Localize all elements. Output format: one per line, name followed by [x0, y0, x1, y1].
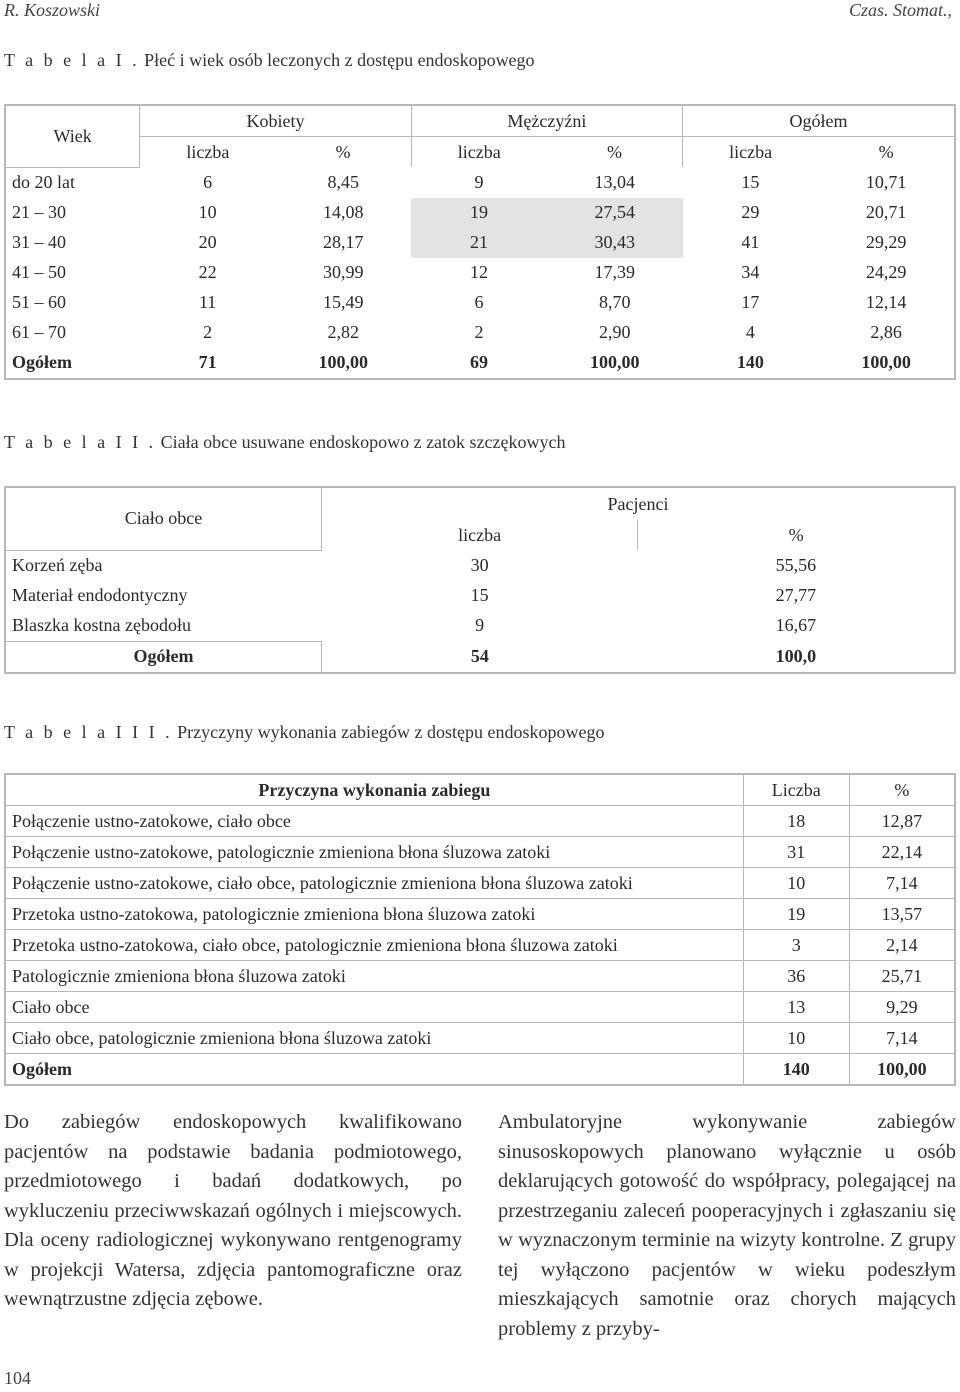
table-total-row — [5, 641, 955, 673]
table3-cell: 25,71 — [849, 961, 955, 992]
table3-reason-cell: Połączenie ustno-zatokowe, patologicznie zmieniona błona śluzowa zatoki — [5, 837, 743, 868]
table-total-row — [5, 348, 955, 379]
table1-subheader: % — [878, 141, 894, 162]
table-row — [5, 899, 955, 930]
table1-subheader: liczba — [411, 137, 547, 168]
table3-caption-text: Przyczyny wykonania zabiegów z dostępu endoskopowego — [177, 722, 605, 742]
body-text-right-column: Ambulatoryjne wykonywanie zabiegów sinusoskopowych planowano wyłącznie u osób deklarujących gotowość do współpracy, polegającej na przestrzeganiu zaleceń pooperacyjnych i zgłaszaniu się w wyznaczonym terminie na wizyty kontrolne. Z grupy tej wyłączono pacjentów w wieku podeszłym mieszkających samotnie oraz chorych mających problemy z przyby- — [498, 1111, 956, 1340]
table1-total-cell: 140 — [736, 352, 764, 372]
table1-subheader: % — [547, 137, 683, 168]
table2-cell: 55,56 — [775, 554, 817, 575]
table3-cell: 10 — [743, 868, 849, 899]
table1-header-women: Kobiety — [140, 105, 411, 137]
table2-cell: 27,77 — [775, 585, 817, 605]
table3-total-cell: 100,00 — [849, 1054, 955, 1086]
table-row — [5, 611, 955, 642]
table1-age-cell: 21 – 30 — [12, 202, 66, 222]
table1-cell: 22 — [198, 262, 217, 282]
table1-age-cell: 31 – 40 — [12, 232, 66, 252]
table-row — [5, 288, 955, 318]
table1-cell: 29,29 — [865, 232, 907, 252]
table1-cell: 2,86 — [870, 322, 902, 342]
table3-cell: 7,14 — [849, 868, 955, 899]
table2-name-cell: Blaszka kostna zębodołu — [12, 615, 191, 635]
table2-cell: 16,67 — [775, 615, 817, 636]
table2-name-cell: Materiał endodontyczny — [12, 585, 188, 605]
table3-cell: 13,57 — [849, 899, 955, 930]
table1-cell: 30,99 — [323, 262, 364, 282]
table1-caption-label: T a b e l a I . — [4, 50, 140, 70]
table1-caption — [4, 50, 535, 71]
table1-cell: 9 — [474, 171, 484, 192]
table1-cell: 28,17 — [323, 232, 364, 252]
table2-header-name: Ciało obce — [5, 487, 321, 550]
table1-cell: 6 — [474, 292, 484, 312]
table1-age-cell: 51 – 60 — [12, 292, 66, 312]
table3-cell: 3 — [743, 930, 849, 961]
table1-cell: 12 — [470, 262, 488, 282]
table1-cell: 20,71 — [865, 202, 907, 222]
table1-cell: 8,45 — [327, 171, 360, 192]
table1-header-total: Ogółem — [683, 105, 955, 137]
table3-reason-cell: Ciało obce — [5, 992, 743, 1023]
table1-cell: 34 — [741, 262, 760, 282]
table2-subheader: % — [788, 524, 804, 545]
table1-total-cell: 100,00 — [589, 352, 640, 372]
table3-total-cell: 140 — [743, 1054, 849, 1086]
table2-total-cell: 100,0 — [775, 645, 817, 666]
table-row — [5, 167, 955, 198]
table3-reason-cell: Połączenie ustno-zatokowe, ciało obce, patologicznie zmieniona błona śluzowa zatoki — [5, 868, 743, 899]
table1-caption-text: Płeć i wiek osób leczonych z dostępu endoskopowego — [144, 50, 535, 70]
running-header-journal: Czas. Stomat., — [848, 0, 952, 20]
table3-cell: 10 — [743, 1023, 849, 1054]
table-row — [5, 868, 955, 899]
table3-cell: 22,14 — [849, 837, 955, 868]
table2-name-cell: Korzeń zęba — [12, 555, 103, 575]
table1-cell: 13,04 — [594, 171, 635, 192]
table-row — [5, 1023, 955, 1054]
table-age-sex — [4, 104, 956, 380]
table1-total-cell: 100,00 — [861, 352, 911, 372]
table1-subheader: liczba — [186, 141, 230, 162]
table1-cell: 17 — [741, 292, 760, 312]
table2-header-patients: Pacjenci — [607, 493, 669, 514]
table3-cell: 2,14 — [849, 930, 955, 961]
table3-header-count: Liczba — [743, 774, 849, 806]
table3-cell: 13 — [743, 992, 849, 1023]
table-row — [5, 198, 955, 228]
table1-age-cell: do 20 lat — [12, 172, 75, 192]
table1-header-age: Wiek — [5, 105, 140, 167]
table2-cell: 30 — [470, 554, 489, 575]
table3-cell: 12,87 — [849, 806, 955, 837]
table-reasons — [4, 773, 956, 1086]
table1-cell: 14,08 — [323, 202, 364, 222]
table1-cell: 15,49 — [323, 292, 364, 312]
table1-cell: 12,14 — [865, 292, 907, 312]
table1-cell: 10,71 — [865, 171, 907, 192]
table1-cell: 24,29 — [865, 262, 907, 282]
table3-cell: 36 — [743, 961, 849, 992]
running-header-author: R. Koszowski — [4, 0, 101, 20]
table2-subheader: liczba — [321, 520, 637, 550]
table1-cell: 17,39 — [594, 262, 635, 282]
table3-cell: 7,14 — [849, 1023, 955, 1054]
table3-cell: 19 — [743, 899, 849, 930]
table1-cell: 4 — [745, 322, 755, 342]
body-text-left-column: Do zabiegów endoskopowych kwalifikowano pacjentów na podstawie badania podmiotowego, przedmiotowego i badań dodatkowych, po wykluczeniu przeciwwskazań ogólnych i miejscowych. Dla oceny radiologicznej wykonywano rentgenogramy w projekcji Watersa, zdjęcia pantomograficzne oraz wewnątrzustne zdjęcia zębowe. — [4, 1111, 462, 1310]
table1-cell-highlighted: 30,43 — [547, 228, 683, 258]
table1-cell: 41 — [741, 232, 760, 252]
table3-reason-cell: Ciało obce, patologicznie zmieniona błona śluzowa zatoki — [5, 1023, 743, 1054]
table-row — [5, 930, 955, 961]
table1-header-men: Mężczyźni — [411, 105, 682, 137]
page-number: 104 — [4, 1368, 31, 1388]
table-row — [5, 581, 955, 611]
table1-cell: 2 — [474, 322, 484, 342]
table2-caption-label: T a b e l a I I . — [4, 432, 157, 452]
table1-total-cell: 69 — [470, 352, 488, 372]
table-row — [5, 992, 955, 1023]
table1-cell-highlighted: 27,54 — [547, 198, 683, 228]
table1-cell: 2 — [203, 322, 213, 342]
table-row — [5, 318, 955, 348]
table2-caption — [4, 432, 566, 453]
table3-reason-cell: Przetoka ustno-zatokowa, patologicznie zmieniona błona śluzowa zatoki — [5, 899, 743, 930]
table1-cell: 8,70 — [598, 292, 631, 312]
table1-cell: 2,82 — [327, 322, 360, 342]
table2-cell: 15 — [470, 585, 489, 605]
table-row — [5, 550, 955, 581]
table2-total-label: Ogółem — [5, 641, 321, 673]
table3-caption — [4, 722, 605, 743]
table3-caption-label: T a b e l a I I I . — [4, 722, 173, 742]
table1-subheader: liczba — [729, 141, 773, 162]
table-row — [5, 258, 955, 288]
table1-cell: 2,90 — [598, 322, 631, 342]
table1-cell: 10 — [198, 202, 217, 222]
table1-total-cell: 71 — [198, 352, 217, 372]
table-row — [5, 228, 955, 258]
table1-cell: 15 — [741, 171, 760, 192]
table2-total-cell: 54 — [470, 645, 489, 666]
table1-cell: 20 — [198, 232, 217, 252]
table3-cell: 9,29 — [849, 992, 955, 1023]
table3-header-percent: % — [849, 774, 955, 806]
table1-age-cell: 41 – 50 — [12, 262, 66, 282]
table1-total-cell: 100,00 — [318, 352, 369, 372]
table1-age-cell: 61 – 70 — [12, 322, 66, 342]
table-total-row — [5, 1054, 955, 1086]
table-foreign-bodies — [4, 486, 956, 674]
table1-cell-highlighted: 21 — [411, 228, 547, 258]
table1-cell: 11 — [198, 292, 217, 312]
table3-cell: 18 — [743, 806, 849, 837]
table3-reason-cell: Przetoka ustno-zatokowa, ciało obce, patologicznie zmieniona błona śluzowa zatoki — [5, 930, 743, 961]
table2-cell: 9 — [475, 615, 485, 636]
table-row — [5, 806, 955, 837]
table-row — [5, 961, 955, 992]
table2-caption-text: Ciała obce usuwane endoskopowo z zatok szczękowych — [160, 432, 566, 452]
table1-cell: 6 — [203, 171, 213, 192]
table1-total-label: Ogółem — [12, 352, 72, 372]
table3-total-label: Ogółem — [5, 1054, 743, 1086]
table1-cell-highlighted: 19 — [411, 198, 547, 228]
table1-cell: 29 — [741, 202, 760, 222]
table3-cell: 31 — [743, 837, 849, 868]
table-row — [5, 837, 955, 868]
table3-header-reason: Przyczyna wykonania zabiegu — [5, 774, 743, 806]
table1-subheader: % — [335, 141, 351, 162]
table3-reason-cell: Połączenie ustno-zatokowe, ciało obce — [5, 806, 743, 837]
table3-reason-cell: Patologicznie zmieniona błona śluzowa zatoki — [5, 961, 743, 992]
